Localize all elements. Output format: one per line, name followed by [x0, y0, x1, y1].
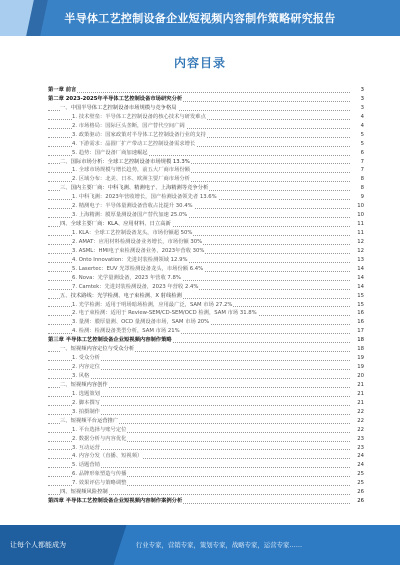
toc-page-number: 7	[360, 167, 364, 174]
toc-entry-text: 1. 光学检测：适用于明场暗场检测，应用最广泛，SAM 市场 27.2%	[72, 301, 233, 308]
toc-page-number: 8	[360, 185, 364, 192]
toc-page-number: 12	[357, 238, 364, 245]
toc-page-number: 23	[357, 444, 364, 451]
toc-entry[interactable]	[48, 390, 364, 399]
toc-page-number: 8	[360, 176, 364, 183]
toc-entry[interactable]	[48, 497, 364, 506]
toc-page-number: 23	[357, 435, 364, 442]
toc-entry-text: 五、技术路线：光学检测、电子束检测、X 射线检测	[60, 292, 182, 299]
toc-page-number: 19	[357, 355, 364, 362]
toc-entry[interactable]	[48, 408, 364, 417]
toc-entry[interactable]	[48, 309, 364, 318]
toc-entry-text: 三、国内主要厂商：中科飞测、精测电子、上海精测等竞争分析	[60, 185, 209, 192]
toc-entry[interactable]	[48, 345, 364, 354]
toc-page-number: 3	[360, 95, 364, 102]
toc-entry-label	[48, 479, 350, 488]
toc-entry-label	[48, 283, 350, 292]
toc-entry-text: 1. 平台选择与账号定位	[72, 426, 127, 433]
toc-entry-label	[48, 175, 350, 184]
toc-page-number: 22	[357, 408, 364, 415]
toc-entry[interactable]	[48, 193, 364, 202]
toc-entry-label	[48, 390, 350, 399]
toc-page-number: 26	[357, 498, 364, 505]
toc-entry[interactable]	[48, 283, 364, 292]
toc-page-number: 17	[357, 328, 364, 335]
toc-entry-label	[48, 336, 350, 345]
toc-entry-label	[48, 497, 350, 506]
toc-entry[interactable]	[48, 435, 364, 444]
toc-page-number: 25	[357, 471, 364, 478]
toc-entry-label	[48, 354, 350, 363]
toc-page-number: 14	[357, 283, 364, 290]
toc-entry-text: 二、短视频内容创作	[60, 381, 108, 388]
toc-entry-text: 2. 内容定位	[72, 364, 100, 371]
toc-page-number: 21	[357, 381, 364, 388]
toc-entry-label	[48, 184, 350, 193]
toc-entry[interactable]	[48, 238, 364, 247]
toc-entry-text: 第三章 半导体工艺控制设备企业短视频内容制作策略	[48, 337, 172, 344]
toc-page-number: 11	[357, 221, 364, 228]
toc-entry-text: 5. Lasertec：EUV 光罩检测设备龙头，市场份额 6.4%	[72, 265, 204, 272]
footer-slogan: 让每个人都能成为	[10, 541, 66, 549]
toc-entry-text: 3. 互动运营	[72, 444, 100, 451]
toc-entry-text: 三、短视频平台运营推广	[60, 417, 119, 424]
toc-entry[interactable]	[48, 444, 364, 453]
toc-entry-text: 3. 风格	[72, 373, 90, 379]
toc-entry-label	[48, 238, 350, 247]
toc-entry-text: 一、中国半导体工艺控制设备市场规模与竞争格局	[60, 104, 177, 111]
toc-page-number: 3	[360, 87, 364, 93]
toc-entry-label	[48, 202, 350, 211]
toc-entry[interactable]	[48, 229, 364, 238]
toc-entry[interactable]	[48, 95, 364, 104]
toc-entry-label	[48, 229, 350, 238]
toc-entry-label	[48, 95, 350, 104]
toc-entry[interactable]	[48, 220, 364, 229]
toc-page-number: 22	[357, 417, 364, 424]
toc-entry-text: 1. 受众分析	[72, 355, 100, 362]
toc-entry[interactable]	[48, 363, 364, 372]
report-header	[0, 0, 400, 36]
toc-entry[interactable]	[48, 452, 364, 461]
toc-entry[interactable]	[48, 479, 364, 488]
toc-entry-text: 6. Nova：光学量测设备，2023 年营收 7.8%	[72, 274, 181, 281]
toc-entry-text: 3. 量测：膜厚量测、OCD 量测设备市场，SAM 市场 20%	[72, 319, 210, 326]
toc-entry-text: 3. 拍摄制作	[72, 408, 100, 415]
toc-page-number: 4	[360, 122, 364, 129]
toc-entry-text: 一、短视频内容定位与受众分析	[60, 346, 135, 353]
toc-entry-text: 第一章 前言	[48, 87, 77, 93]
toc-page-number: 5	[360, 140, 364, 147]
toc-entry-label	[48, 444, 350, 453]
toc-entry-text: 2. 脚本撰写	[72, 399, 100, 406]
toc-entry[interactable]	[48, 292, 364, 301]
toc-entry-text: 6. 品牌形象塑造与传播	[72, 471, 127, 478]
toc-entry-text: 1. 选题策划	[72, 390, 100, 397]
toc-entry-label	[48, 104, 350, 113]
toc-entry-label	[48, 220, 350, 229]
toc-entry[interactable]	[48, 131, 364, 140]
toc-entry-text: 4. 检测：检测设备类型分析，SAM 市场 21%	[72, 328, 180, 335]
toc-entry-text: 2. 数据分析与内容优化	[72, 435, 127, 442]
toc-entry-label	[48, 372, 350, 381]
toc-entry[interactable]	[48, 426, 364, 435]
toc-entry-text: 第二章 2023-2025年半导体工艺控制设备市场研究分析	[48, 95, 183, 102]
toc-page-number: 11	[357, 230, 364, 236]
toc-entry-text: 3. ASML：HMI电子束检测设备业务，2023年营收 30%	[72, 247, 205, 254]
toc-entry-label	[48, 131, 350, 140]
toc-entry-text: 2. 区域分布：北美、日本、欧洲主要厂商市场分析	[72, 176, 190, 183]
toc-entry-label	[48, 122, 350, 131]
toc-entry-label	[48, 309, 350, 318]
toc-entry[interactable]	[48, 122, 364, 131]
toc-page-number: 19	[357, 364, 364, 371]
toc-entry-text: 第四章 半导体工艺控制设备企业短视频内容制作案例分析	[48, 498, 183, 505]
toc-entry-label	[48, 363, 350, 372]
toc-page-number: 22	[357, 426, 364, 433]
toc-page-number: 3	[360, 104, 364, 111]
toc-entry[interactable]	[48, 274, 364, 283]
toc-page-number: 5	[360, 131, 364, 138]
toc-entry-text: 3. 政策驱动：国家政策对半导体工艺控制设备行业的支持	[72, 131, 206, 138]
toc-entry-label	[48, 113, 350, 122]
toc-entry-text: 5. 话题营销	[72, 462, 100, 469]
toc-entry[interactable]	[48, 175, 364, 184]
toc-entry-text: 2. 电子束检测：适用于 Review-SEM/CD-SEM/OCD 检测，SAM 市场 31.8%	[72, 310, 257, 317]
toc-entry[interactable]	[48, 247, 364, 256]
toc-entry[interactable]	[48, 461, 364, 470]
toc-entry-label	[48, 265, 350, 274]
toc-page-number: 16	[357, 319, 364, 326]
toc-entry[interactable]	[48, 202, 364, 211]
toc-entry-text: 7. 效果评估与策略调整	[72, 480, 127, 487]
toc-entry[interactable]	[48, 417, 364, 426]
toc-entry-label	[48, 86, 350, 95]
toc-entry[interactable]	[48, 149, 364, 158]
toc-entry-label	[48, 470, 350, 479]
toc-entry-label	[48, 193, 350, 202]
toc-entry-text: 2. AMAT：应用材料检测设备业务增长，市场份额 30%	[72, 238, 203, 245]
toc-entry-text: 1. KLA：全球工艺控制设备龙头，市场份额超 50%	[72, 230, 193, 236]
footer-tagline: 行业专家，营销专家，策划专家，战略专家，运营专家……	[136, 541, 303, 549]
toc-page-number: 20	[357, 373, 364, 379]
toc-entry-label	[48, 149, 350, 158]
toc-entry-text: 3. 上海精测：膜厚量测设备国产替代加速 25.0%	[72, 212, 188, 219]
toc-entry[interactable]	[48, 166, 364, 175]
toc-entry-text: 2. 精测电子：半导体量测设备营收占比提升 30.4%	[72, 203, 193, 210]
toc-entry-text: 4. Onto Innovation：先进封装检测领域 12.9%	[72, 256, 188, 263]
toc-page-number: 18	[357, 337, 364, 344]
toc-page-number: 15	[357, 301, 364, 308]
toc-entry[interactable]	[48, 336, 364, 345]
toc-page-number: 21	[357, 390, 364, 397]
toc-page-number: 9	[360, 194, 364, 201]
toc-page-number: 10	[357, 203, 364, 210]
toc-entry-label	[48, 211, 350, 220]
toc-page-number: 10	[357, 212, 364, 219]
toc-entry[interactable]	[48, 354, 364, 363]
toc-entry-label	[48, 256, 350, 265]
toc-entry-label	[48, 435, 350, 444]
toc-entry-label	[48, 292, 350, 301]
toc-entry-text: 1. 全球市场规模与增长趋势，前五大厂商市场份额	[72, 167, 190, 174]
toc-entry[interactable]	[48, 327, 364, 336]
toc-page-number: 24	[357, 453, 364, 460]
toc-entry[interactable]	[48, 318, 364, 327]
toc-entry[interactable]	[48, 104, 364, 113]
toc-entry-text: 4. 下游需求：晶圆厂扩产带动工艺控制设备需求增长	[72, 140, 196, 147]
toc-page-number: 18	[357, 346, 364, 353]
toc-entry[interactable]	[48, 399, 364, 408]
toc-page-number: 4	[360, 113, 364, 120]
toc-entry[interactable]	[48, 158, 364, 167]
toc-entry[interactable]	[48, 256, 364, 265]
toc-entry-label	[48, 399, 350, 408]
toc-entry[interactable]	[48, 140, 364, 149]
toc-page-number: 14	[357, 274, 364, 281]
toc-entry-label	[48, 140, 350, 149]
toc-page-number: 16	[357, 310, 364, 317]
toc-entry-label	[48, 318, 350, 327]
toc-entry-label	[48, 247, 350, 256]
toc-entry[interactable]	[48, 86, 364, 95]
toc-entry-label	[48, 274, 350, 283]
toc-entry[interactable]	[48, 488, 364, 497]
toc-entry[interactable]	[48, 113, 364, 122]
toc-entry-text: 四、短视频风险控制	[60, 489, 108, 496]
toc-entry-label	[48, 426, 350, 435]
toc-page-number: 6	[360, 149, 364, 156]
toc-entry-label	[48, 417, 350, 426]
toc-entry[interactable]	[48, 381, 364, 390]
toc-entry[interactable]	[48, 211, 364, 220]
toc-entry[interactable]	[48, 470, 364, 479]
toc-entry-label	[48, 301, 350, 310]
toc-page-number: 15	[357, 292, 364, 299]
toc-entry-text: 5. 趋势：国产设备厂商加速崛起	[72, 149, 148, 156]
toc-entry-label	[48, 327, 350, 336]
toc-entry-text: 1. 中科飞测：2023年营收增长，国产检测设备领先者 13.6%	[72, 194, 217, 201]
toc-entry-label	[48, 381, 350, 390]
toc-entry[interactable]	[48, 184, 364, 193]
toc-entry-text: 4. 内容分发（直播、短视频）	[72, 453, 143, 460]
table-of-contents	[48, 86, 364, 506]
toc-page-number: 25	[357, 480, 364, 487]
toc-entry-label	[48, 166, 350, 175]
toc-page-number: 14	[357, 265, 364, 272]
toc-entry-label	[48, 461, 350, 470]
toc-entry-label	[48, 452, 350, 461]
toc-page-number: 24	[357, 462, 364, 469]
report-title: 半导体工艺控制设备企业短视频内容制作策略研究报告	[64, 12, 336, 25]
toc-heading: 内容目录	[173, 56, 226, 70]
toc-page-number: 7	[360, 158, 364, 165]
toc-entry-text: 2. 市场格局：国际巨头垄断，国产替代空间广阔	[72, 122, 185, 129]
toc-entry-label	[48, 408, 350, 417]
toc-page-number: 26	[357, 489, 364, 496]
toc-entry-label	[48, 488, 350, 497]
toc-entry[interactable]	[48, 372, 364, 381]
toc-entry-text: 二、国际市场分析：全球工艺控制设备市场规模 13.3%	[60, 158, 190, 165]
toc-entry-text: 7. Camtek：先进封装检测设备，2023 年营收 2.4%	[72, 283, 199, 290]
toc-page-number: 21	[357, 399, 364, 406]
toc-entry-text: 1. 技术壁垒：半导体工艺控制设备的核心技术与研发难点	[72, 113, 206, 120]
toc-page-number: 13	[357, 256, 364, 263]
page-footer	[0, 525, 400, 565]
toc-entry[interactable]	[48, 265, 364, 274]
toc-page-number: 12	[357, 247, 364, 254]
toc-entry-label	[48, 345, 350, 354]
toc-entry-text: 四、全球主要厂商：KLA、应用材料、日立高新	[60, 221, 171, 228]
toc-entry-label	[48, 158, 350, 167]
toc-entry[interactable]	[48, 301, 364, 310]
